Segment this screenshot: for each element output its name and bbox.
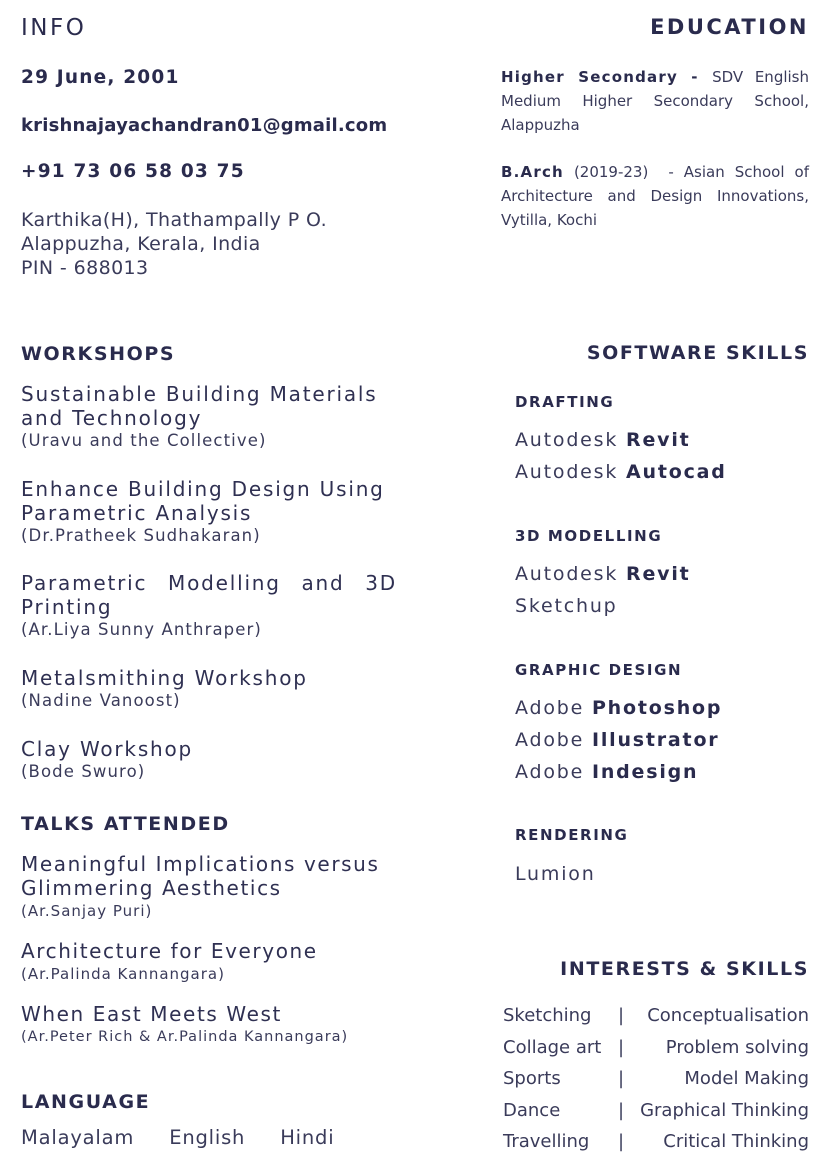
software-group-label: 3D MODELLING — [515, 527, 663, 545]
skill-item: Problem solving — [665, 1037, 809, 1058]
software-item — [515, 590, 691, 622]
talk-item — [21, 939, 318, 985]
institution: SDV English Medium Higher Secondary School, Alappuzha — [501, 68, 809, 134]
interest-item: Travelling — [503, 1131, 590, 1152]
interest-row — [503, 1005, 809, 1036]
address-line: Karthika(H), Thathampally P O. — [21, 209, 328, 231]
workshop-host: (Ar.Liya Sunny Anthraper) — [21, 620, 262, 639]
language-heading: LANGUAGE — [21, 1091, 151, 1113]
software-name: Autocad — [626, 461, 727, 483]
education-heading: EDUCATION — [650, 15, 809, 39]
workshop-host: (Nadine Vanoost) — [21, 691, 181, 710]
software-vendor: Adobe — [515, 729, 585, 751]
phone-number: +91 73 06 58 03 75 — [21, 161, 245, 182]
talk-title: When East Meets West — [21, 1002, 282, 1026]
software-vendor: Adobe — [515, 761, 585, 783]
software-heading: SOFTWARE SKILLS — [586, 342, 809, 364]
software-item — [515, 692, 722, 724]
software-group — [515, 424, 727, 488]
software-item — [515, 724, 722, 756]
software-item — [515, 558, 691, 590]
email-link[interactable]: krishnajayachandran01@gmail.com — [21, 115, 388, 136]
software-name: Revit — [626, 563, 691, 585]
workshop-host: (Bode Swuro) — [21, 762, 146, 781]
skill-item: Graphical Thinking — [640, 1100, 809, 1121]
language-item: Hindi — [280, 1126, 335, 1149]
separator: - — [648, 163, 684, 181]
talk-item — [21, 852, 401, 922]
software-group — [515, 558, 691, 622]
interest-item: Sketching — [503, 1005, 592, 1026]
interest-row — [503, 1131, 809, 1162]
address — [21, 208, 327, 280]
workshop-title: Enhance Building Design Using Parametric Analysis — [21, 477, 385, 525]
software-group-label: GRAPHIC DESIGN — [515, 661, 683, 679]
language-item: Malayalam — [21, 1126, 135, 1149]
talk-speaker: (Ar.Sanjay Puri) — [21, 902, 153, 920]
talk-item — [21, 1002, 348, 1048]
separator: - — [677, 68, 713, 86]
software-vendor: Sketchup — [515, 595, 618, 617]
software-item — [515, 858, 596, 890]
software-vendor: Adobe — [515, 697, 585, 719]
software-vendor: Lumion — [515, 863, 596, 885]
info-heading: INFO — [21, 15, 87, 41]
skill-item: Model Making — [684, 1068, 809, 1089]
talk-speaker: (Ar.Palinda Kannangara) — [21, 965, 225, 983]
institution: Asian School of Architecture and Design Innovations, Vytilla, Kochi — [501, 163, 809, 229]
separator: | — [618, 1005, 625, 1026]
interests-heading: INTERESTS & SKILLS — [560, 958, 809, 980]
workshop-host: (Uravu and the Collective) — [21, 431, 267, 450]
separator: | — [618, 1068, 625, 1089]
workshop-item — [21, 382, 397, 452]
software-group-label: DRAFTING — [515, 393, 615, 411]
education-item — [501, 160, 809, 232]
workshop-item — [21, 477, 397, 547]
language-list — [21, 1126, 362, 1149]
software-name: Photoshop — [591, 697, 723, 719]
workshop-host: (Dr.Pratheek Sudhakaran) — [21, 526, 261, 545]
software-vendor: Autodesk — [515, 429, 619, 451]
workshop-item — [21, 737, 397, 783]
talk-title: Meaningful Implications versus Glimmering Aesthetics — [21, 852, 380, 900]
software-vendor: Autodesk — [515, 461, 619, 483]
talks-heading: TALKS ATTENDED — [21, 813, 230, 835]
separator: | — [618, 1131, 625, 1152]
degree: B.Arch — [501, 163, 564, 181]
years: (2019-23) — [573, 163, 649, 181]
interest-item: Dance — [503, 1100, 561, 1121]
workshop-title: Parametric Modelling and 3D Printing — [21, 571, 397, 619]
separator: | — [618, 1100, 625, 1121]
software-group — [515, 858, 596, 890]
workshop-item — [21, 666, 397, 712]
workshop-title: Metalsmithing Workshop — [21, 666, 308, 690]
software-group-label: RENDERING — [515, 826, 629, 844]
workshop-title: Clay Workshop — [21, 737, 194, 761]
workshop-item — [21, 571, 397, 641]
talk-title: Architecture for Everyone — [21, 939, 318, 963]
software-name: Revit — [626, 429, 691, 451]
interest-row — [503, 1068, 809, 1099]
interest-item: Sports — [503, 1068, 561, 1089]
skill-item: Conceptualisation — [647, 1005, 809, 1026]
skill-item: Critical Thinking — [663, 1131, 809, 1152]
language-item: English — [169, 1126, 246, 1149]
education-item — [501, 65, 809, 137]
workshop-title: Sustainable Building Materials and Technology — [21, 382, 378, 430]
separator: | — [618, 1037, 625, 1058]
software-item — [515, 456, 727, 488]
degree: Higher Secondary — [501, 68, 678, 86]
talk-speaker: (Ar.Peter Rich & Ar.Palinda Kannangara) — [21, 1029, 349, 1045]
software-item — [515, 756, 722, 788]
software-name: Indesign — [591, 761, 699, 783]
workshops-heading: WORKSHOPS — [21, 343, 176, 365]
date-of-birth: 29 June, 2001 — [21, 67, 180, 88]
interest-row — [503, 1037, 809, 1068]
software-vendor: Autodesk — [515, 563, 619, 585]
software-item — [515, 424, 727, 456]
address-line: PIN - 688013 — [21, 257, 149, 279]
interest-item: Collage art — [503, 1037, 602, 1058]
software-name: Illustrator — [591, 729, 720, 751]
software-group — [515, 692, 722, 788]
interest-row — [503, 1100, 809, 1131]
address-line: Alappuzha, Kerala, India — [21, 233, 261, 255]
